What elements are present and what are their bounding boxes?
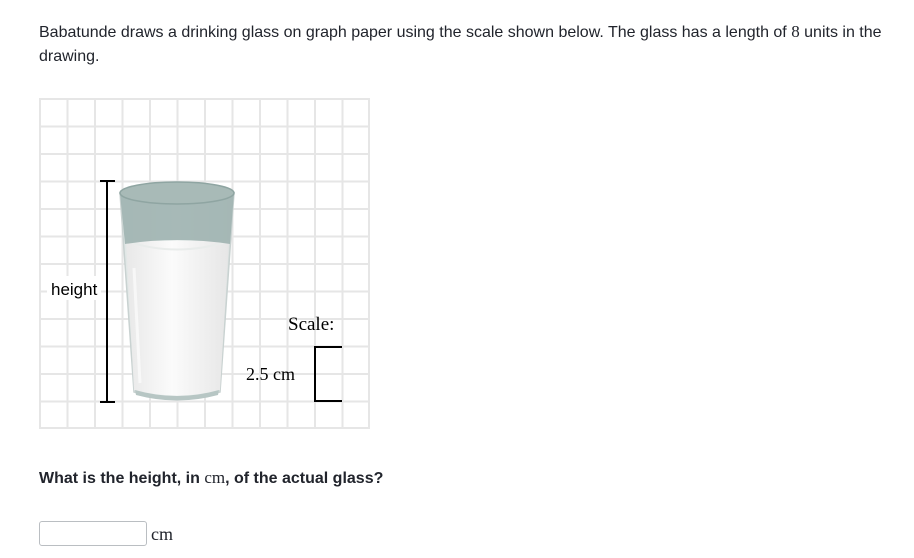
scale-value: 2.5 cm [246,364,295,384]
graph-paper-figure [39,98,370,429]
answer-unit: cm [151,524,173,544]
question-unit: cm [204,468,226,487]
question-text-start: What is the height, in [39,470,205,487]
glass-drawing [39,98,370,429]
prompt-text-start: Babatunde draws a drinking glass on graph paper using the scale shown below. The glass has a length of [39,24,792,41]
scale-label: Scale: [288,314,335,335]
glass-icon [120,182,234,401]
question-text-end: , of the actual glass? [225,470,384,487]
height-label: height [51,280,98,299]
prompt-number: 8 [791,22,800,41]
question-text [39,466,383,491]
answer-input[interactable] [39,521,147,546]
prompt-text-end: units in the drawing. [39,24,882,65]
problem-statement [39,20,899,69]
